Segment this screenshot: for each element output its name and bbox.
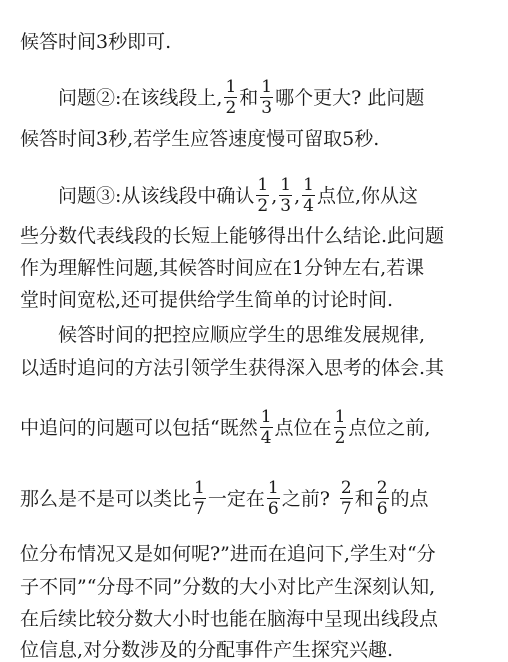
fraction-one-half — [256, 175, 269, 216]
fraction-one-half — [224, 77, 237, 118]
text-run: 中追问的问题可以包括“既然 — [20, 416, 258, 439]
fraction-one-quarter — [302, 175, 315, 216]
denominator: 4 — [260, 428, 272, 448]
numerator: 1 — [194, 478, 205, 498]
text-run: 作为理解性问题,其候答时间应在1分钟左右,若课 — [20, 257, 425, 279]
text-run: 哪个更大? 此问题 — [275, 86, 425, 109]
text-run: 一定在 — [207, 487, 265, 510]
question-2-line — [58, 77, 494, 118]
denominator: 3 — [280, 196, 292, 216]
fraction-one-sixth — [267, 478, 280, 519]
denominator: 3 — [261, 98, 273, 118]
text-run: 的点 — [390, 487, 429, 510]
text-line — [20, 542, 494, 566]
text-line — [20, 224, 494, 248]
text-run: 和 — [354, 487, 374, 510]
followup-question-line — [20, 407, 494, 448]
fraction-one-seventh — [193, 478, 206, 519]
text-line — [20, 127, 494, 151]
fraction-one-third — [279, 175, 292, 216]
numerator: 1 — [334, 407, 346, 427]
text-run: 那么是不是可以类比 — [20, 487, 192, 510]
text-line — [20, 30, 494, 54]
denominator: 2 — [225, 98, 237, 118]
text-line — [20, 256, 494, 280]
text-line — [20, 607, 494, 631]
numerator: 1 — [280, 175, 292, 195]
text-run: 在后续比较分数大小时也能在脑海中呈现出线段点 — [20, 608, 439, 630]
comparison-line — [20, 478, 494, 519]
text-run: 位分布情况又是如何呢?”进而在追问下,学生对“分 — [20, 543, 436, 565]
question-3-line — [58, 175, 494, 216]
text-run: , — [271, 184, 278, 207]
denominator: 4 — [303, 196, 314, 216]
denominator: 7 — [194, 499, 205, 519]
fraction-one-third — [260, 77, 273, 118]
text-run: 点位在 — [274, 416, 332, 439]
text-run: 点位,你从这 — [316, 184, 419, 207]
text-run: 堂时间宽松,还可提供给学生简单的讨论时间. — [20, 289, 394, 311]
denominator: 7 — [340, 499, 352, 519]
text-run: 问题③:从该线段中确认 — [58, 184, 255, 207]
denominator: 2 — [334, 428, 346, 448]
text-run: 和 — [239, 86, 259, 109]
denominator: 2 — [257, 196, 269, 216]
numerator: 1 — [225, 77, 237, 97]
numerator: 1 — [257, 175, 269, 195]
fraction-two-sixths — [376, 478, 389, 519]
denominator: 6 — [267, 499, 279, 519]
text-run: 候答时间3秒即可. — [20, 31, 172, 53]
numerator: 2 — [340, 478, 352, 498]
fraction-one-half — [334, 407, 347, 448]
text-run: 点位之前, — [348, 416, 431, 439]
text-line — [20, 638, 494, 662]
text-run: , — [294, 184, 301, 207]
numerator: 2 — [376, 478, 388, 498]
text-run: 之前? — [281, 487, 330, 510]
fraction-one-quarter — [260, 407, 273, 448]
numerator: 1 — [260, 407, 272, 427]
text-run: 些分数代表线段的长短上能够得出什么结论.此问题 — [20, 225, 445, 247]
text-run: 候答时间3秒,若学生应答速度慢可留取5秒. — [20, 128, 380, 150]
paragraph-start — [58, 323, 494, 347]
numerator: 1 — [261, 77, 273, 97]
text-run: 问题②:在该线段上, — [58, 86, 223, 109]
text-line — [20, 356, 494, 380]
numerator: 1 — [303, 175, 314, 195]
denominator: 6 — [376, 499, 388, 519]
text-line — [20, 575, 494, 599]
text-run: 位信息,对分数涉及的分配事件产生探究兴趣. — [20, 639, 394, 661]
text-run: 候答时间的把控应顺应学生的思维发展规律, — [58, 324, 426, 346]
text-run: 以适时追问的方法引领学生获得深入思考的体会.其 — [20, 357, 445, 379]
text-run: 子不同”“分母不同”分数的大小对比产生深刻认知, — [20, 576, 436, 598]
fraction-two-sevenths — [340, 478, 353, 519]
text-line — [20, 288, 494, 312]
numerator: 1 — [267, 478, 279, 498]
